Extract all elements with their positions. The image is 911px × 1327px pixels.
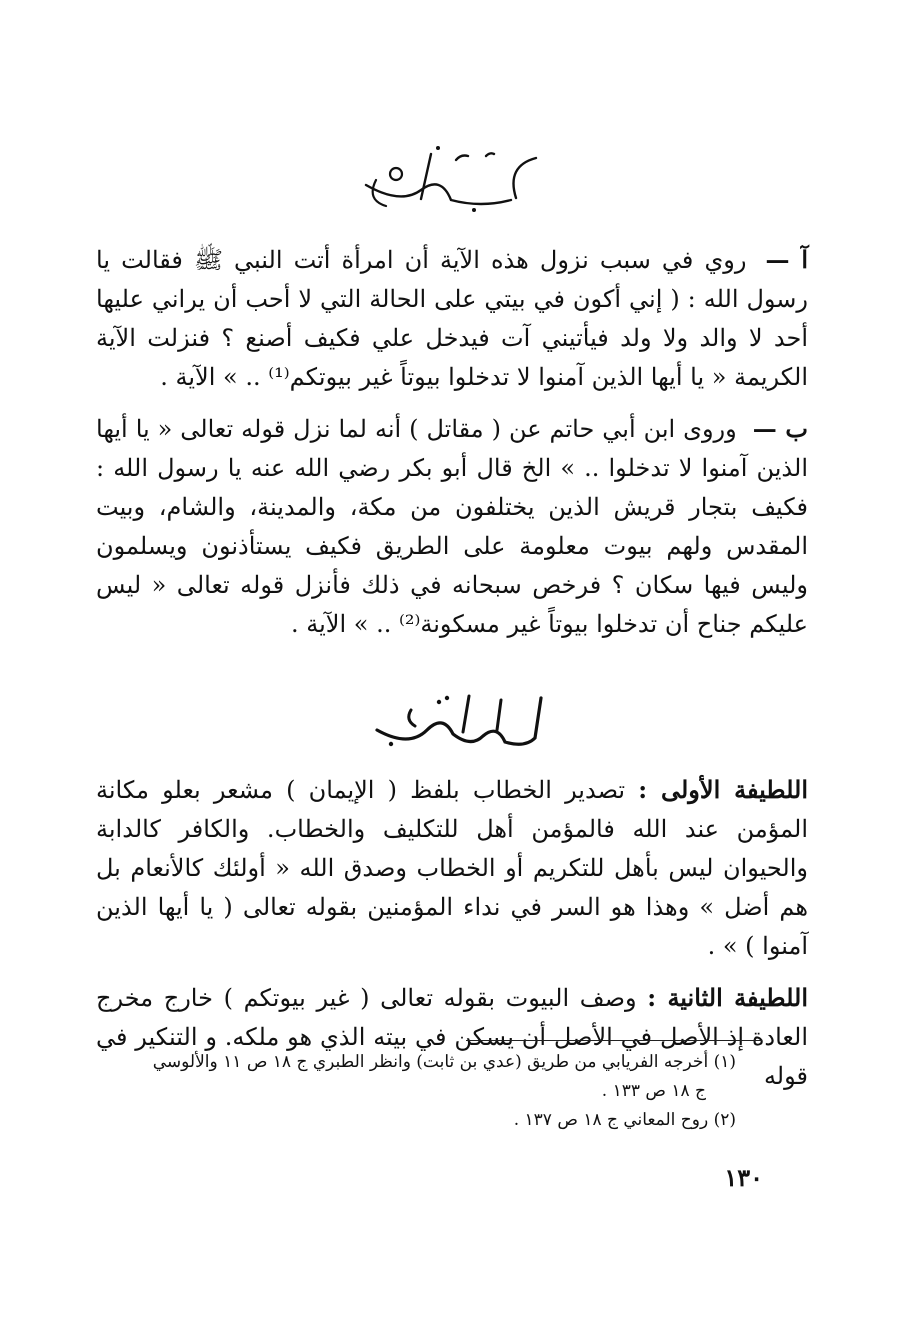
page-number: ١٣٠ (724, 1163, 763, 1192)
para-a (96, 240, 808, 397)
footnotes (96, 1048, 736, 1135)
latifa-1-title: اللطيفة الأولى : (638, 775, 808, 804)
heading-lataif-al-tafsir (0, 688, 911, 758)
footnote-2: (٢) روح المعاني ج ١٨ ص ١٣٧ . (513, 1110, 736, 1130)
para-b-marker: ب — (752, 414, 808, 443)
heading-sabab-al-nuzul (0, 140, 911, 220)
para-b-text: وروى ابن أبي حاتم عن ( مقاتل ) أنه لما نزل قوله تعالى « يا أيها الذين آمنوا لا تدخلوا .. » الخ قال أبو بكر رضي الله عنه يا رسول الله : فكيف بتجار قريش الذين يختلفون من مكة، والمدينة، والشام، وبيت المقدس ولهم بيوت معلومة على الطريق فكيف يستأذنون ويسلمون وليس فيها سكان ؟ فرخص سبحانه في ذلك فأنزل قوله تعالى « ليس عليكم جناح أن تدخلوا بيوتاً غير مسكونة⁽²⁾ .. » الآية . (96, 415, 809, 638)
calligraphy-heading-1 (336, 140, 576, 220)
footnote-separator (466, 1040, 762, 1041)
section-sabab-al-nuzul (96, 240, 808, 644)
latifa-1 (96, 770, 808, 966)
latifa-2-text: وصف البيوت بقوله تعالى ( غير بيوتكم ) خارج مخرج العادة إذ الأصل في الأصل أن يسكن في بيته الذي هو ملكه. و التنكير في قوله (96, 984, 808, 1090)
para-a-marker: آ — (765, 245, 808, 274)
latifa-2-title: اللطيفة الثانية : (647, 983, 808, 1012)
latifa-1-text: تصدير الخطاب بلفظ ( الإيمان ) مشعر بعلو مكانة المؤمن عند الله فالمؤمن أهل للتكليف والخطاب. والكافر كالدابة والحيوان ليس بأهل للتكريم أو الخطاب وصدق الله « أولئك كالأنعام بل هم أضل » وهذا هو السر في نداء المؤمنين بقوله تعالى ( يا أيها الذين آمنوا ) » . (96, 776, 808, 960)
footnote-1-line-1: (١) أخرجه الفريابي من طريق (عدي بن ثابت) وانظر الطبري ج ١٨ ص ١١ والألوسي (152, 1052, 736, 1072)
footnote-1-line-2: ج ١٨ ص ١٣٣ . (601, 1081, 706, 1101)
para-a-text: روي في سبب نزول هذه الآية أن امرأة أتت النبي ﷺ فقالت يا رسول الله : ( إني أكون في بيتي على الحالة التي لا أحب أن يراني عليها أحد لا والد ولا ولد فيأتيني آت فيدخل علي فكيف أصنع ؟ فنزلت الآية الكريمة « يا أيها الذين آمنوا لا تدخلوا بيوتاً غير بيوتكم⁽¹⁾ .. » الآية . (96, 246, 809, 391)
calligraphy-heading-2 (351, 688, 561, 758)
para-b (96, 409, 808, 644)
